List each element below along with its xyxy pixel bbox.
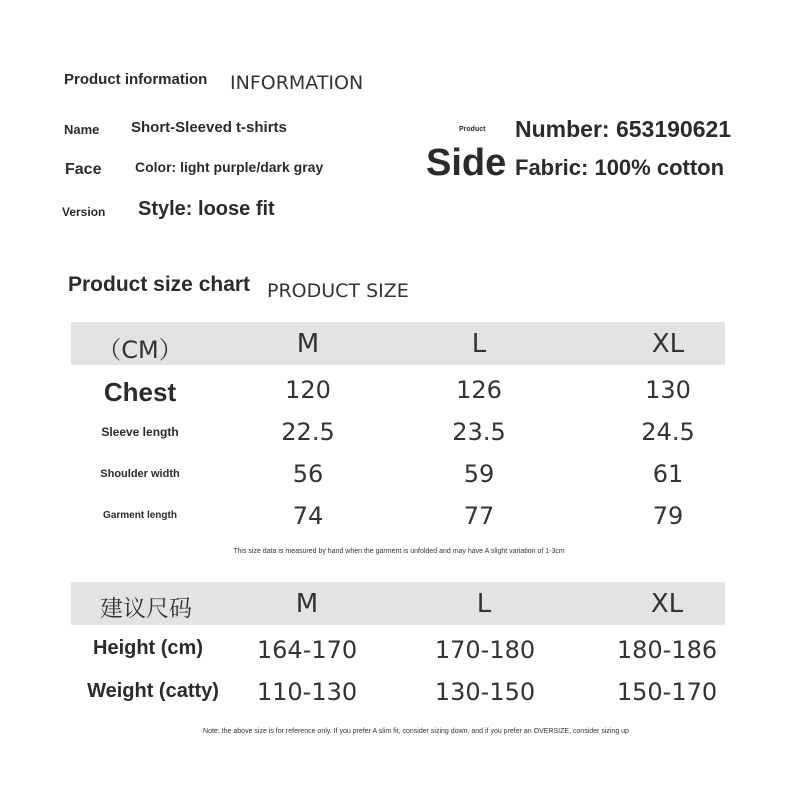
table-cell: 110-130 [256, 678, 358, 706]
row-label-height: Height (cm) [93, 637, 203, 659]
table-cell: 150-170 [616, 678, 718, 706]
row-label-sleeve-length: Sleeve length [101, 425, 179, 439]
size-chart-heading-en: PRODUCT SIZE [267, 280, 409, 302]
name-value: Short-Sleeved t-shirts [131, 119, 287, 136]
table-cell: 22.5 [281, 418, 335, 446]
header-size-xl: XL [651, 329, 685, 359]
table-cell: 79 [652, 502, 684, 530]
face-value: Color: light purple/dark gray [135, 159, 324, 175]
table-cell: 164-170 [256, 636, 358, 664]
row-label-weight: Weight (catty) [87, 680, 219, 702]
header-size-xl: XL [650, 589, 684, 619]
reference-note: Note: the above size is for reference only. If you prefer A slim fit, consider sizing down, and if you prefer an OVERSIZE, consider sizing up [203, 728, 629, 735]
header-unit: （CM） [97, 336, 183, 364]
table-cell: 120 [285, 376, 331, 404]
header-size-m: M [295, 589, 319, 619]
face-label: Face [65, 161, 102, 178]
row-label-shoulder-width: Shoulder width [100, 468, 180, 480]
table-cell: 61 [652, 460, 684, 488]
header-size-m: M [296, 329, 320, 359]
table-cell: 24.5 [641, 418, 695, 446]
info-heading-en: INFORMATION [230, 72, 364, 94]
info-heading: Product information [64, 71, 208, 88]
table-cell: 23.5 [452, 418, 506, 446]
table-cell: 170-180 [434, 636, 536, 664]
number-value: Number: 653190621 [515, 116, 732, 142]
table-cell: 180-186 [616, 636, 718, 664]
table-cell: 126 [456, 376, 502, 404]
size-note: This size data is measured by hand when the garment is unfolded and may have A slight variation of 1-3cm [233, 548, 565, 555]
row-label-chest: Chest [103, 377, 177, 407]
header-size-l: L [471, 329, 487, 359]
fabric-value: Fabric: 100% cotton [515, 155, 725, 180]
row-label-garment-length: Garment length [103, 510, 177, 521]
side-label: Side [426, 142, 507, 184]
version-value: Style: loose fit [138, 198, 275, 220]
header-recommend: 建议尺码 [100, 596, 192, 622]
table-cell: 77 [463, 502, 495, 530]
table-cell: 74 [292, 502, 324, 530]
size-chart-heading: Product size chart [68, 273, 251, 296]
product-label: Product [459, 126, 486, 133]
table-cell: 56 [292, 460, 324, 488]
table-cell: 59 [463, 460, 495, 488]
name-label: Name [64, 122, 100, 137]
table-cell: 130-150 [434, 678, 536, 706]
table-cell: 130 [645, 376, 691, 404]
header-size-l: L [476, 589, 492, 619]
version-label: Version [62, 205, 106, 219]
